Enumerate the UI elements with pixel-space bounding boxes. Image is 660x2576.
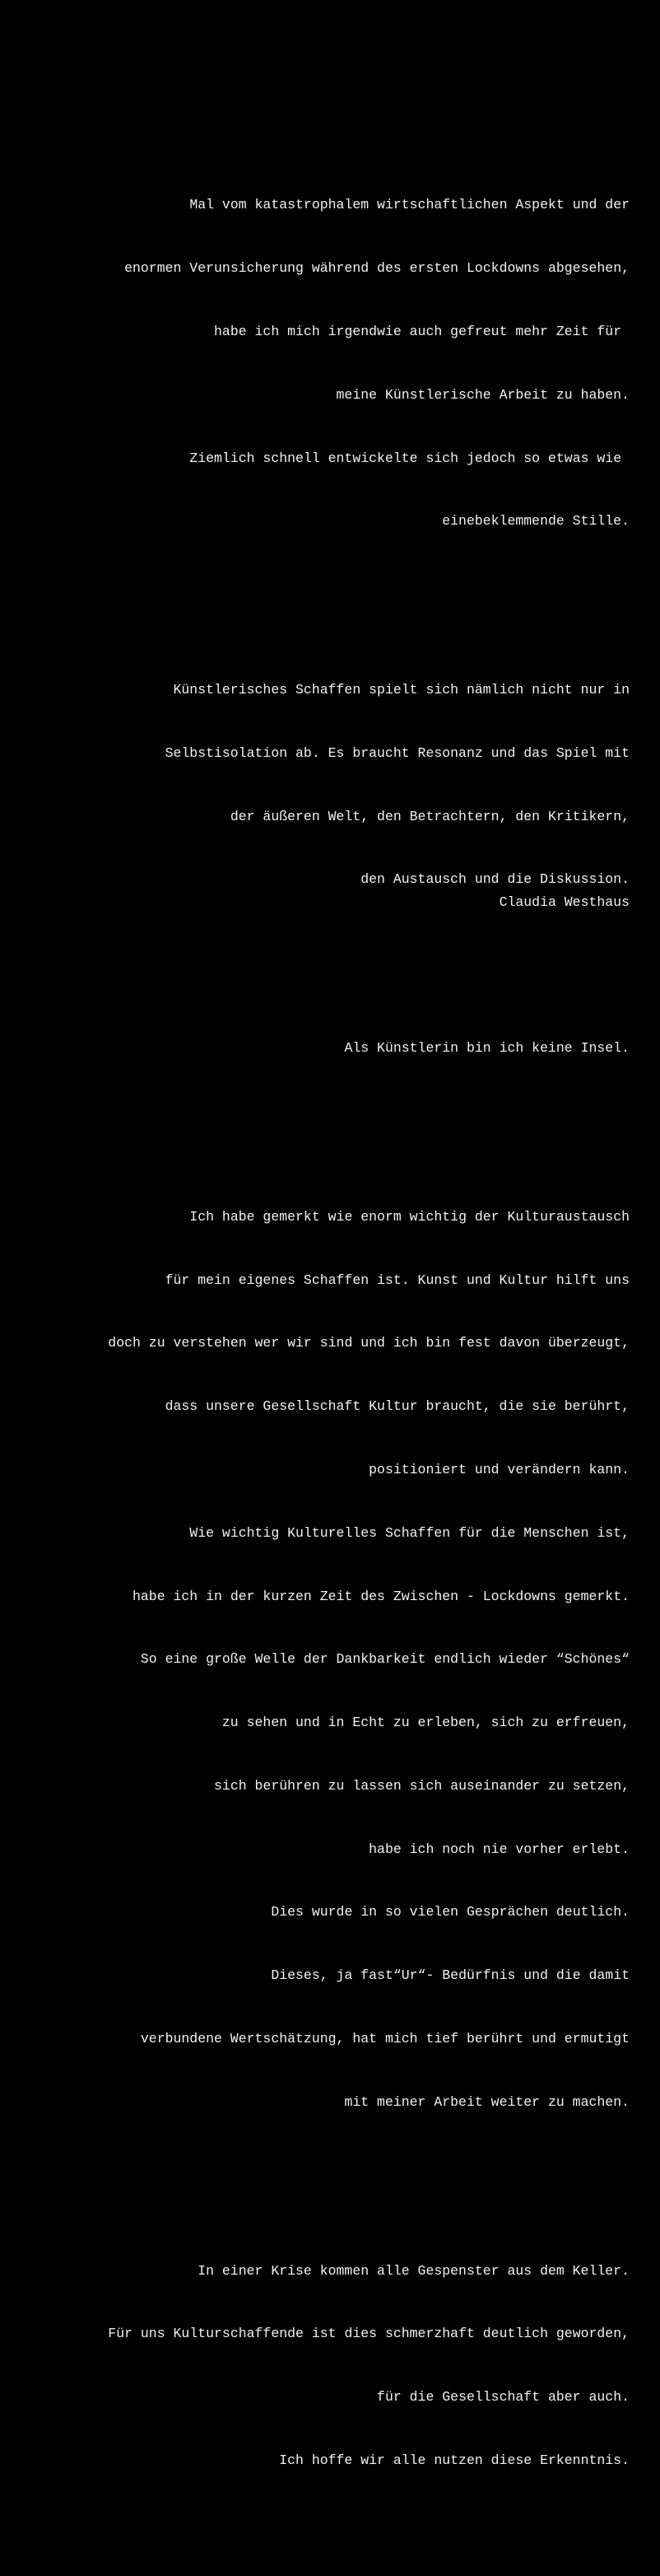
text-line: Für uns Kulturschaffende ist dies schmerzhaft deutlich geworden, <box>108 2326 630 2342</box>
text-line: Selbstisolation ab. Es braucht Resonanz und das Spiel mit <box>165 744 630 761</box>
text-line: der äußeren Welt, den Betrachtern, den Kritikern, <box>230 808 630 824</box>
text-line: Künstlerisches Schaffen spielt sich nämlich nicht nur in <box>173 682 630 698</box>
text-line: meine Künstlerische Arbeit zu haben. <box>336 386 630 403</box>
text-line: In einer Krise kommen alle Gespenster aus dem Keller. <box>198 2262 630 2279</box>
paragraph-resonance <box>37 637 630 932</box>
text-line: Mal vom katastrophalem wirtschaftlichen Aspekt und der <box>189 197 630 213</box>
text-line: doch zu verstehen wer wir sind und ich bin fest davon überzeugt, <box>108 1335 630 1351</box>
text-line: zu sehen und in Echt zu erleben, sich zu erfreuen, <box>221 1715 630 1731</box>
letter-body <box>37 110 630 2576</box>
text-line: für mein eigenes Schaffen ist. Kunst und Kultur hilft uns <box>165 1272 630 1288</box>
text-line: Dieses, ja fast“Ur“- Bedürfnis und die damit <box>271 1967 630 1984</box>
paragraph-no-island <box>37 996 630 1101</box>
text-line: Wie wichtig Kulturelles Schaffen für die Menschen ist, <box>189 1524 630 1541</box>
text-line: habe ich in der kurzen Zeit des Zwischen - Lockdowns gemerkt. <box>132 1588 630 1604</box>
text-line: für die Gesellschaft aber auch. <box>377 2389 630 2406</box>
text-line: mit meiner Arbeit weiter zu machen. <box>344 2093 630 2110</box>
text-line: habe ich noch nie vorher erlebt. <box>369 1841 630 1857</box>
text-line: Ziemlich schnell entwickelte sich jedoch so etwas wie <box>189 450 630 466</box>
text-line: einebeklemmende Stille. <box>442 513 630 530</box>
text-line: verbundene Wertschätzung, hat mich tief berührt und ermutigt <box>140 2031 630 2047</box>
text-line: enormen Verunsicherung während des ersten Lockdowns abgesehen, <box>124 260 630 277</box>
text-line: Ich hoffe wir alle nutzen diese Erkenntnis. <box>279 2452 630 2468</box>
signature: Claudia Westhaus <box>499 894 630 910</box>
text-line: den Austausch und die Diskussion. <box>360 871 630 888</box>
text-line: positioniert und verändern kann. <box>369 1462 630 1477</box>
text-line: So eine große Welle der Dankbarkeit endlich wieder “Schönes“ <box>140 1651 630 1668</box>
text-line: sich berühren zu lassen sich auseinander zu setzen, <box>214 1777 630 1794</box>
paragraph-lockdown-intro <box>37 152 630 574</box>
text-line: habe ich mich irgendwie auch gefreut mehr Zeit für <box>214 323 630 339</box>
paragraph-cultural-exchange <box>37 1164 630 2155</box>
text-line: Dies wurde in so vielen Gesprächen deutlich. <box>271 1904 630 1920</box>
text-line: Ich habe gemerkt wie enorm wichtig der Kulturaustausch <box>189 1208 630 1225</box>
text-line: dass unsere Gesellschaft Kultur braucht, die sie berührt, <box>165 1398 630 1415</box>
text-line: Als Künstlerin bin ich keine Insel. <box>344 1040 630 1057</box>
paragraph-crisis <box>37 2218 630 2513</box>
